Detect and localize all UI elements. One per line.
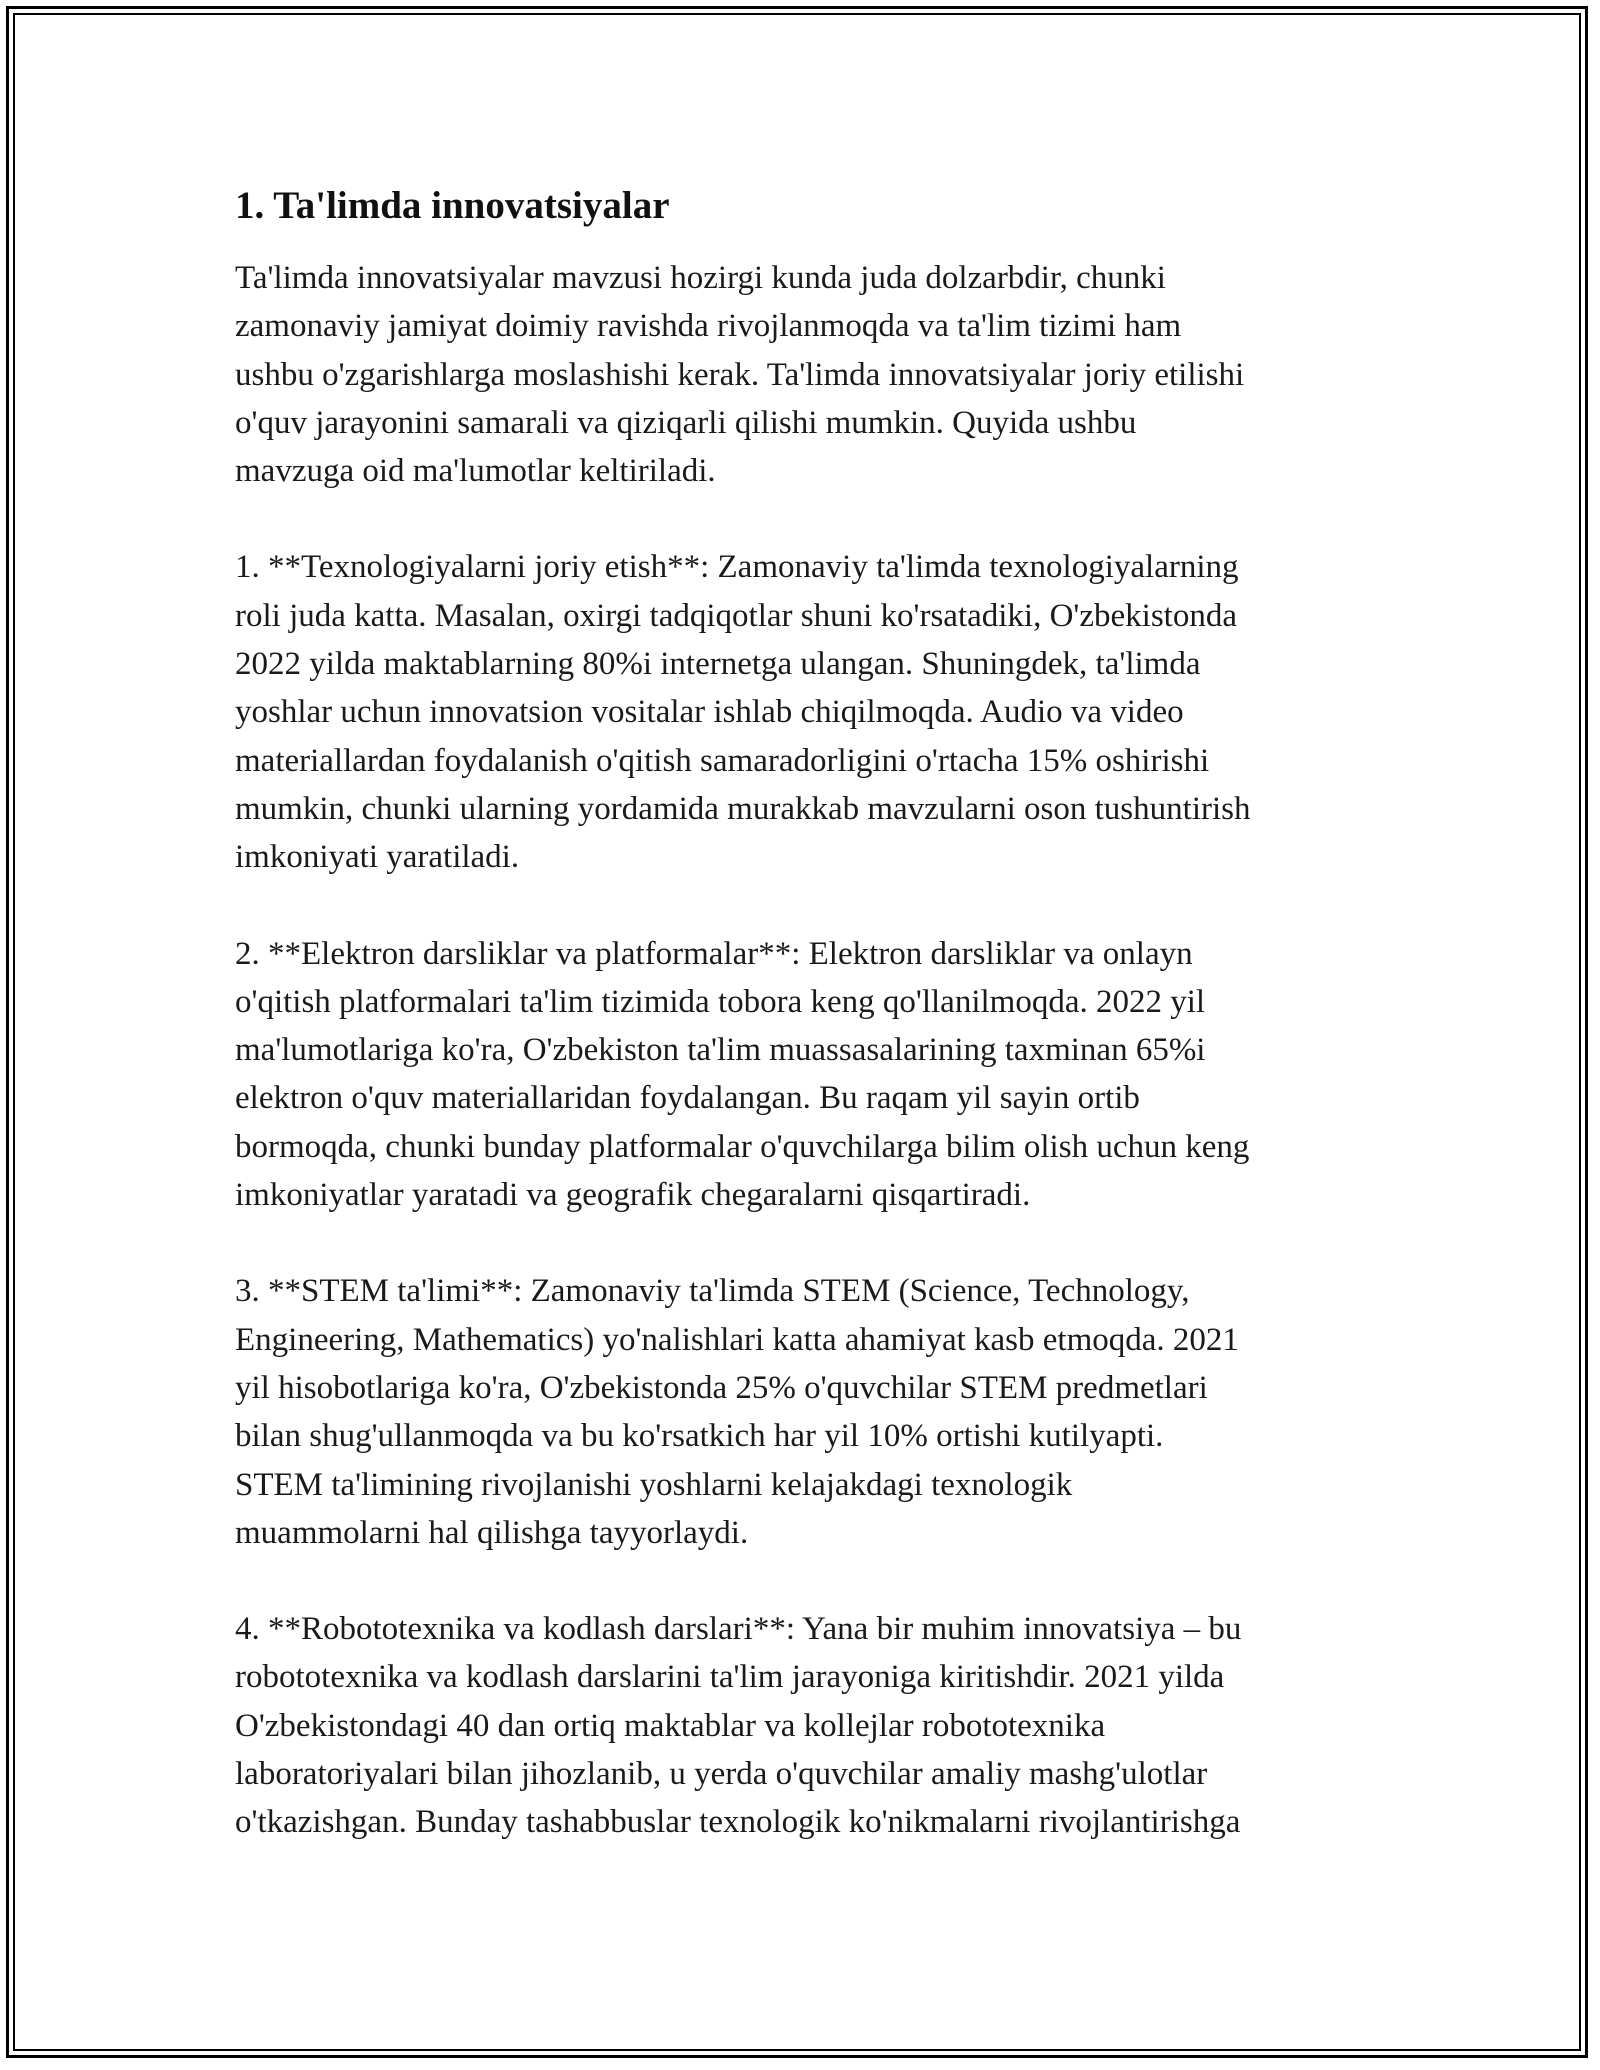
text-line: yoshlar uchun innovatsion vositalar ishlab chiqilmoqda. Audio va video — [235, 694, 1184, 731]
text-line: 1. **Texnologiyalarni joriy etish**: Zamonaviy ta'limda texnologiyalarning — [235, 549, 1239, 586]
text-line: ma'lumotlariga ko'ra, O'zbekiston ta'lim muassasalarining taxminan 65%i — [235, 1032, 1206, 1069]
document-title: 1. Ta'limda innovatsiyalar — [235, 184, 670, 227]
text-line: 3. **STEM ta'limi**: Zamonaviy ta'limda STEM (Science, Technology, — [235, 1273, 1190, 1310]
text-line: muammolarni hal qilishga tayyorlaydi. — [235, 1514, 749, 1551]
text-line: materiallardan foydalanish o'qitish samaradorligini o'rtacha 15% oshirishi — [235, 742, 1210, 779]
text-line: Ta'limda innovatsiyalar mavzusi hozirgi kunda juda dolzarbdir, chunki — [235, 260, 1166, 296]
text-line: mumkin, chunki ularning yordamida murakkab mavzularni oson tushuntirish — [235, 790, 1251, 827]
text-line: imkoniyatlar yaratadi va geografik chegaralarni qisqartiradi. — [235, 1177, 1031, 1214]
text-line: roli juda katta. Masalan, oxirgi tadqiqotlar shuni ko'rsatadiki, O'zbekistonda — [235, 597, 1237, 634]
text-line: O'zbekistondagi 40 dan ortiq maktablar va kollejlar robototexnika — [235, 1707, 1106, 1744]
document-body — [235, 182, 1375, 1895]
text-line: zamonaviy jamiyat doimiy ravishda rivojlanmoqda va ta'lim tizimi ham — [235, 308, 1182, 345]
text-line: o'tkazishgan. Bunday tashabbuslar texnologik ko'nikmalarni rivojlantirishga — [235, 1804, 1241, 1841]
text-line: 2. **Elektron darsliklar va platformalar**: Elektron darsliklar va onlayn — [235, 935, 1193, 972]
text-line: imkoniyati yaratiladi. — [235, 839, 520, 876]
text-line: bilan shug'ullanmoqda va bu ko'rsatkich har yil 10% ortishi kutilyapti. — [235, 1418, 1164, 1455]
text-line: o'qitish platformalari ta'lim tizimida tobora keng qo'llanilmoqda. 2022 yil — [235, 983, 1206, 1020]
text-line: robototexnika va kodlash darslarini ta'lim jarayoniga kiritishdir. 2021 yilda — [235, 1659, 1225, 1696]
text-line: ushbu o'zgarishlarga moslashishi kerak. Ta'limda innovatsiyalar joriy etilishi — [235, 356, 1245, 393]
text-line: laboratoriyalari bilan jihozlanib, u yerda o'quvchilar amaliy mashg'ulotlar — [235, 1756, 1208, 1793]
paragraph-stem — [235, 1267, 1375, 1557]
text-line: STEM ta'limining rivojlanishi yoshlarni kelajakdagi texnologik — [235, 1466, 1073, 1503]
text-line: elektron o'quv materiallaridan foydalangan. Bu raqam yil sayin ortib — [235, 1080, 1140, 1117]
text-line: yil hisobotlariga ko'ra, O'zbekistonda 25% o'quvchilar STEM predmetlari — [235, 1369, 1208, 1406]
paragraph-intro — [235, 254, 1375, 495]
paragraph-e-textbooks — [235, 930, 1375, 1220]
paragraph-robotics — [235, 1605, 1375, 1846]
text-line: bormoqda, chunki bunday platformalar o'quvchilarga bilim olish uchun keng — [235, 1128, 1250, 1165]
text-line: 4. **Robototexnika va kodlash darslari**: Yana bir muhim innovatsiya – bu — [235, 1611, 1242, 1648]
text-line: mavzuga oid ma'lumotlar keltiriladi. — [235, 453, 716, 490]
paragraph-technologies — [235, 543, 1375, 881]
text-line: Engineering, Mathematics) yo'nalishlari katta ahamiyat kasb etmoqda. 2021 — [235, 1321, 1239, 1358]
text-line: 2022 yilda maktablarning 80%i internetga ulangan. Shuningdek, ta'limda — [235, 646, 1201, 683]
text-line: o'quv jarayonini samarali va qiziqarli qilishi mumkin. Quyida ushbu — [235, 404, 1137, 441]
